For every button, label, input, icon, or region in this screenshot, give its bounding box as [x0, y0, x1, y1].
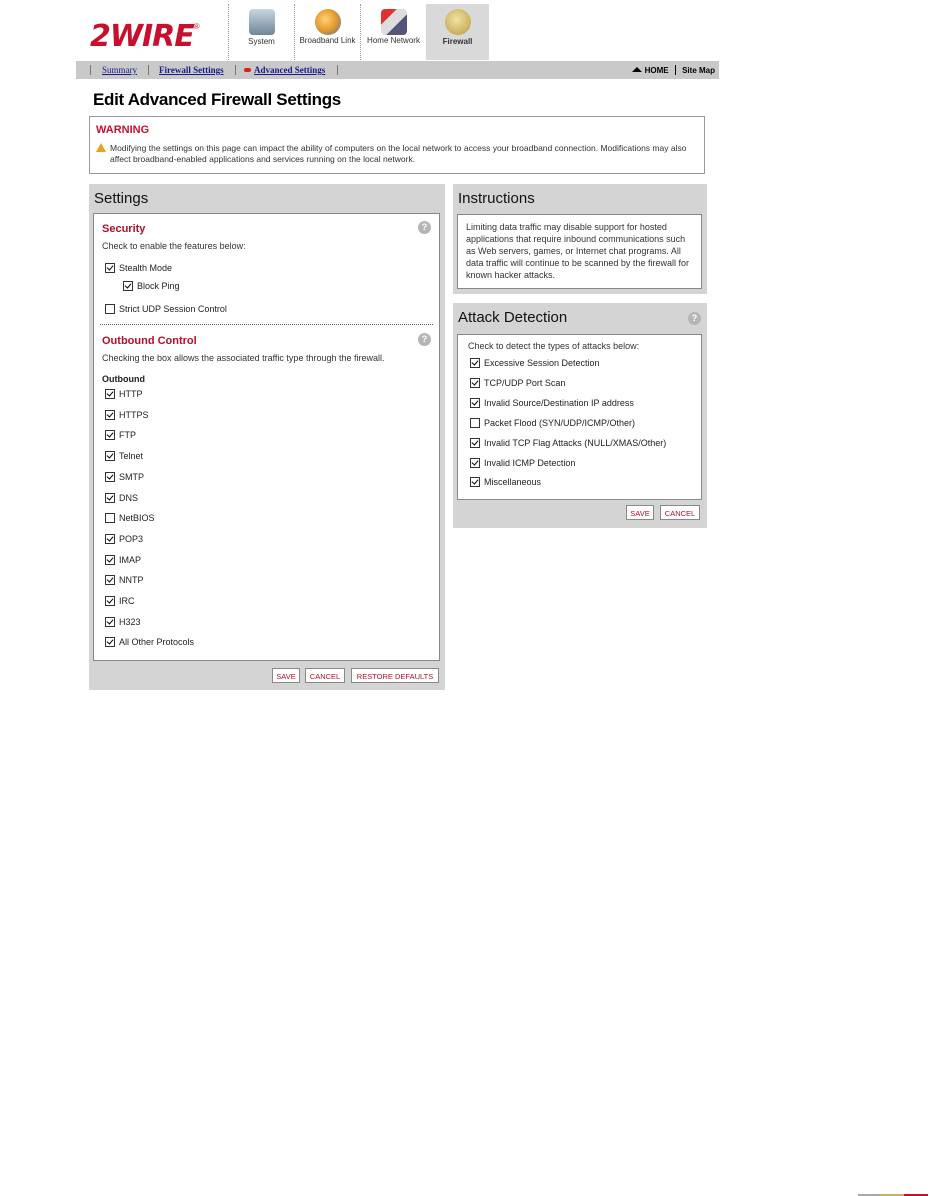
security-desc: Check to enable the features below:: [102, 241, 246, 251]
warning-title: WARNING: [96, 124, 150, 136]
checkbox-box[interactable]: [105, 472, 115, 482]
firewall-lock-icon: [445, 9, 471, 35]
checkbox-label: POP3: [119, 533, 144, 544]
checkbox-row[interactable]: [105, 534, 143, 544]
checkbox-box[interactable]: [470, 378, 480, 388]
checkbox-label: Excessive Session Detection: [484, 358, 600, 368]
checkbox-box[interactable]: [105, 451, 115, 461]
instructions-inner: [457, 214, 702, 289]
checkbox-row[interactable]: [105, 555, 141, 565]
divider: [337, 65, 338, 75]
checkbox-box[interactable]: [123, 281, 133, 291]
security-title: Security: [102, 223, 146, 235]
checkbox-label: IMAP: [119, 554, 142, 565]
nav-tab-label: System: [248, 37, 275, 46]
checkbox-row[interactable]: [470, 418, 635, 428]
checkbox-label: HTTPS: [119, 409, 149, 420]
checkbox-box[interactable]: [105, 304, 115, 314]
home-icon: [632, 67, 642, 72]
panel-title: Instructions: [458, 190, 535, 207]
checkbox-label: Block Ping: [137, 281, 180, 291]
checkbox-row[interactable]: [105, 472, 144, 482]
checkbox-row[interactable]: [470, 438, 666, 448]
checkbox-label: Packet Flood (SYN/UDP/ICMP/Other): [484, 417, 636, 428]
checkbox-label: FTP: [119, 430, 136, 441]
save-button[interactable]: SAVE: [272, 668, 300, 683]
nav-tab-label: Broadband Link: [299, 36, 356, 45]
checkbox-label: Invalid Source/Destination IP address: [484, 397, 634, 408]
warning-message: Modifying the settings on this page can impact the ability of computers on the local network to access your broadband connection. Modifications may also affect broadband-enabled applications and services running on the local network.: [110, 143, 687, 164]
checkbox-row[interactable]: [470, 477, 541, 487]
sub-nav: [76, 61, 719, 79]
cancel-button[interactable]: CANCEL: [660, 505, 700, 520]
divider: [100, 324, 433, 325]
outbound-title: Outbound Control: [102, 335, 197, 347]
page-title: Edit Advanced Firewall Settings: [93, 90, 341, 109]
subnav-summary-link[interactable]: Summary: [102, 65, 137, 75]
checkbox-label: Stealth Mode: [119, 263, 173, 273]
checkbox-box[interactable]: [470, 418, 480, 428]
active-marker-icon: [244, 68, 251, 72]
nav-tab-home-network[interactable]: [360, 4, 426, 60]
save-button[interactable]: SAVE: [626, 505, 654, 520]
checkbox-box[interactable]: [105, 513, 115, 523]
checkbox-row[interactable]: [105, 493, 138, 503]
nav-tab-label: Firewall: [442, 37, 473, 46]
broadband-globe-icon: [315, 9, 341, 35]
checkbox-label: HTTP: [119, 389, 143, 399]
attack-desc: Check to detect the types of attacks below:: [468, 341, 640, 351]
instructions-text: Limiting data traffic may disable support for hosted applications that require inbound communications such as Web servers, games, or Internet chat programs. All data traffic will continue to be scanned by the firewall for known hacker attacks.: [466, 222, 689, 280]
checkbox-label: Miscellaneous: [484, 477, 542, 488]
subnav-advanced-settings-link[interactable]: Advanced Settings: [254, 65, 326, 75]
checkbox-box[interactable]: [105, 617, 115, 627]
checkbox-label: NNTP: [119, 575, 144, 586]
checkbox-row[interactable]: [105, 451, 143, 461]
checkbox-label: Invalid TCP Flag Attacks (NULL/XMAS/Other): [484, 437, 667, 448]
instructions-panel: [453, 184, 707, 294]
checkbox-row[interactable]: [105, 575, 144, 585]
checkbox-box[interactable]: [105, 596, 115, 606]
checkbox-box[interactable]: [470, 458, 480, 468]
checkbox-label: Invalid ICMP Detection: [484, 457, 576, 468]
panel-title: Attack Detection: [458, 309, 568, 326]
divider: [675, 65, 676, 75]
checkbox-label: Strict UDP Session Control: [119, 304, 227, 314]
checkbox-row[interactable]: [105, 513, 155, 523]
checkbox-box[interactable]: [105, 410, 115, 420]
panel-title: Settings: [94, 190, 149, 207]
checkbox-box[interactable]: [105, 389, 115, 399]
divider: [90, 65, 91, 75]
checkbox-label: SMTP: [119, 471, 145, 482]
checkbox-row[interactable]: [105, 410, 149, 420]
cancel-button[interactable]: CANCEL: [305, 668, 345, 683]
warning-box: [89, 116, 705, 174]
checkbox-box[interactable]: [105, 555, 115, 565]
checkbox-box[interactable]: [105, 263, 115, 273]
attack-inner: [457, 334, 702, 500]
help-icon[interactable]: ?: [418, 333, 431, 346]
checkbox-row[interactable]: [105, 617, 141, 627]
outbound-subhead: Outbound: [102, 374, 145, 384]
checkbox-label: TCP/UDP Port Scan: [484, 377, 566, 388]
checkbox-box[interactable]: [105, 534, 115, 544]
help-icon[interactable]: ?: [418, 221, 431, 234]
checkbox-label: Telnet: [119, 451, 144, 462]
checkbox-label: NetBIOS: [119, 513, 155, 524]
divider: [235, 65, 236, 75]
block-ping-checkbox[interactable]: [123, 281, 180, 291]
checkbox-box[interactable]: [470, 477, 480, 487]
checkbox-row[interactable]: [105, 389, 143, 399]
settings-inner: [93, 213, 440, 661]
stealth-mode-checkbox[interactable]: [105, 263, 172, 273]
system-icon: [249, 9, 275, 35]
subnav-firewall-settings-link[interactable]: Firewall Settings: [159, 65, 224, 75]
nav-tab-system[interactable]: [228, 4, 294, 60]
home-link[interactable]: HOME: [644, 66, 669, 75]
brand-logo: [90, 19, 208, 54]
subnav-right-links: [632, 65, 715, 75]
checkbox-row[interactable]: [470, 378, 565, 388]
home-network-icon: [381, 9, 407, 35]
top-nav: [228, 4, 489, 60]
restore-defaults-button[interactable]: RESTORE DEFAULTS: [351, 668, 439, 683]
checkbox-label: H323: [119, 616, 141, 627]
warning-icon: [96, 143, 106, 152]
checkbox-label: All Other Protocols: [119, 637, 195, 648]
checkbox-row[interactable]: [470, 458, 575, 468]
outbound-desc: Checking the box allows the associated traffic type through the firewall.: [102, 353, 385, 363]
checkbox-box[interactable]: [105, 637, 115, 647]
checkbox-row[interactable]: [105, 430, 136, 440]
checkbox-row[interactable]: [470, 358, 600, 368]
checkbox-row[interactable]: [105, 596, 135, 606]
checkbox-row[interactable]: [105, 637, 194, 647]
checkbox-row[interactable]: [470, 398, 634, 408]
logo-text: 2WIRE: [90, 19, 194, 54]
checkbox-box[interactable]: [105, 430, 115, 440]
registered-mark: ®: [193, 22, 200, 31]
site-map-link[interactable]: Site Map: [682, 66, 715, 75]
checkbox-label: DNS: [119, 492, 139, 503]
checkbox-box[interactable]: [105, 575, 115, 585]
checkbox-label: IRC: [119, 596, 135, 606]
checkbox-box[interactable]: [470, 398, 480, 408]
nav-tab-firewall[interactable]: [426, 4, 489, 60]
attack-detection-panel: [453, 303, 707, 528]
checkbox-box[interactable]: [470, 358, 480, 368]
settings-panel: [89, 184, 445, 690]
checkbox-box[interactable]: [105, 493, 115, 503]
nav-tab-label: Home Network: [367, 36, 420, 45]
help-icon[interactable]: ?: [688, 312, 701, 325]
nav-tab-broadband-link[interactable]: [294, 4, 360, 60]
checkbox-box[interactable]: [470, 438, 480, 448]
strict-udp-checkbox[interactable]: [105, 304, 227, 314]
divider: [148, 65, 149, 75]
